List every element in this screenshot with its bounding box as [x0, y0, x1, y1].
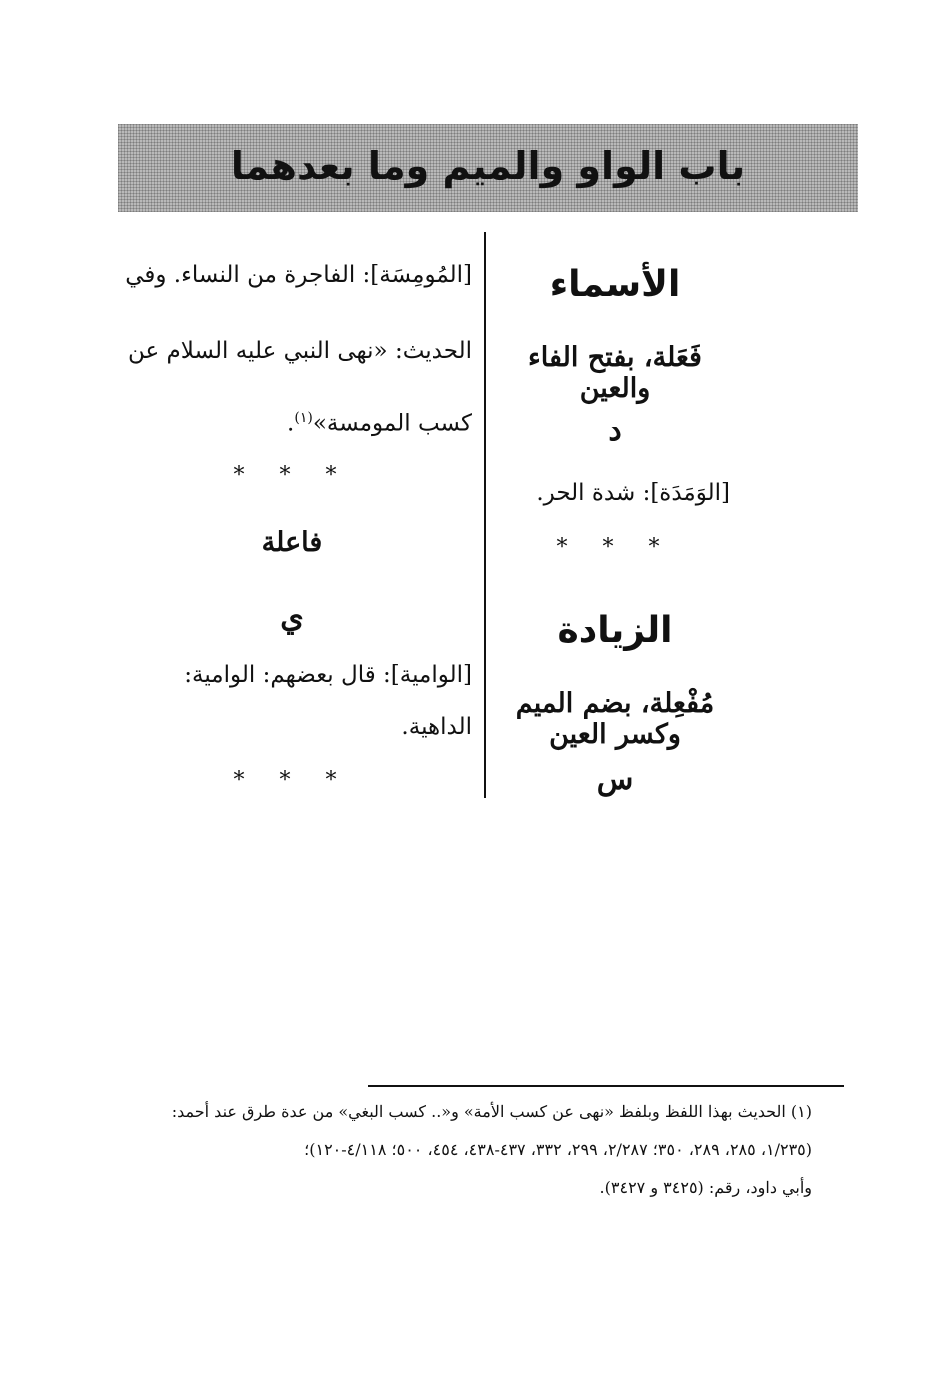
entry-mumisa-period: .	[287, 410, 295, 437]
letter-heading-1: د	[608, 413, 622, 448]
letter-heading-ya: ي	[280, 600, 304, 635]
footnote-ref: (١)	[294, 410, 313, 426]
separator-stars-left-2: * * *	[233, 768, 351, 793]
separator-stars-left-1: * * *	[233, 463, 351, 488]
column-divider	[484, 232, 486, 798]
heading-ziyada: الزيادة	[557, 610, 673, 651]
heading-asmaa: الأسماء	[549, 264, 681, 305]
entry-mumisa-line1: [المُومِسَة]: الفاجرة من النساء. وفي	[125, 262, 472, 288]
footnote-rule	[368, 1085, 844, 1087]
entry-mumisa-quote-end: كسب المومسة»	[312, 410, 472, 437]
entry-wamada: [الوَمَدَة]: شدة الحر.	[536, 480, 730, 506]
footnote-line-2: (١/٢٣٥، ٢٨٥، ٢٨٩، ٣٥٠؛ ٢/٢٨٧، ٢٩٩، ٣٣٢، ٤٣٧-٤٣٨، ٤٥٤، ٥٠٠؛ ٤/١١٨-١٢٠)؛	[304, 1140, 812, 1159]
entry-wamiya-line1: [الوامية]: قال بعضهم: الوامية:	[184, 662, 472, 688]
footnote-line-3: وأبي داود، رقم: (٣٤٢٥ و ٣٤٢٧).	[599, 1178, 812, 1197]
pattern-heading-2: مُفْعِلة، بضم الميم وكسر العين	[515, 688, 715, 750]
entry-mumisa-line2: الحديث: «نهى النبي عليه السلام عن	[127, 338, 472, 364]
entry-wamiya-line2: الداهية.	[401, 714, 472, 740]
letter-heading-2: س	[596, 762, 634, 797]
pattern-heading-1: فَعَلة، بفتح الفاء والعين	[528, 342, 702, 404]
pattern-heading-faila: فاعلة	[261, 527, 323, 558]
entry-mumisa-line3	[112, 410, 472, 438]
footnote-line-1: (١) الحديث بهذا اللفظ وبلفظ «نهى عن كسب الأمة» و«.. كسب البغي» من عدة طرق عند أحمد:	[171, 1102, 812, 1121]
separator-stars-right: * * *	[556, 535, 674, 560]
chapter-title: باب الواو والميم وما بعدهما	[230, 144, 746, 188]
chapter-banner	[118, 124, 858, 212]
